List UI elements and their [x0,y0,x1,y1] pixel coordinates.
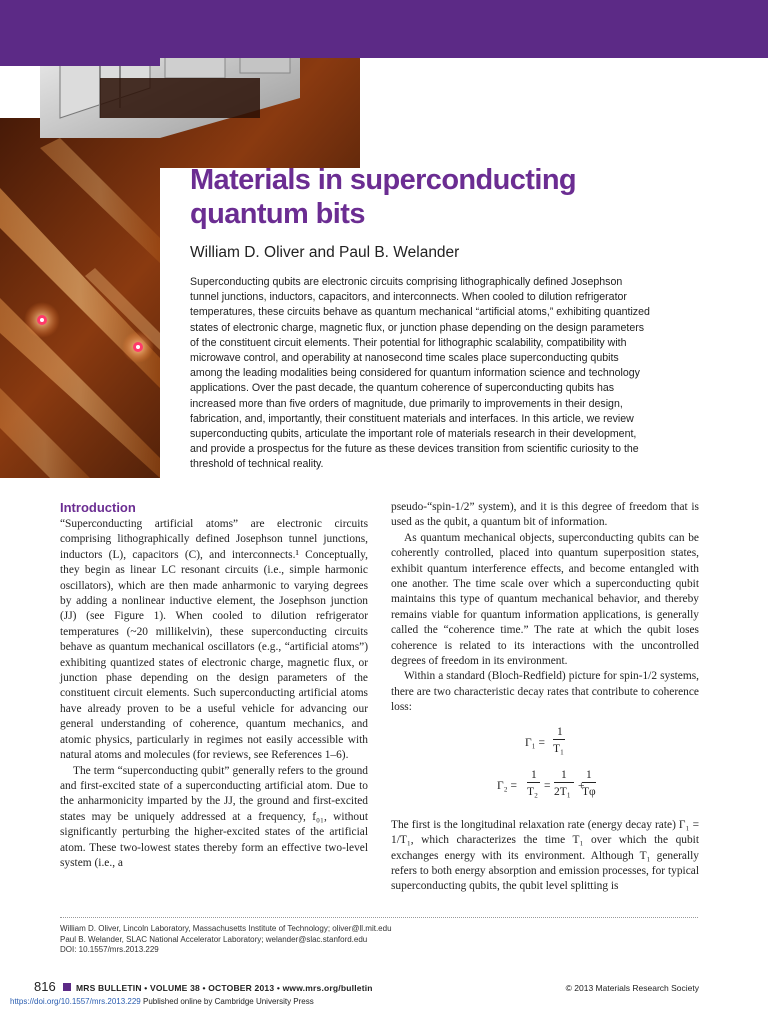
equation-1-numerator: 1 [557,725,563,738]
page-footer [34,979,699,996]
body-paragraph: The first is the longitudinal relaxation rate (energy decay rate) Γ₁ = 1/T₁, which characterizes the time T₁ over which the qubit exchanges energy with its environment. Although T₁ generally refers to both energy absorption and emission processes, for typical superconducting qubits, the qubit level splitting is [391,818,699,893]
equation-2-term-c-numerator: 1 [586,768,592,781]
doi-link[interactable]: https://doi.org/10.1557/mrs.2013.229 [10,997,141,1006]
copyright-notice: © 2013 Materials Research Society [565,983,699,993]
header-color-band [0,0,768,58]
body-paragraph: Within a standard (Bloch-Redfield) picture for spin-1/2 systems, there are two characteristic decay rates that contribute to coherence loss: [391,670,699,714]
equation-1-lhs: Γ₁ = [525,736,546,749]
doi-line [10,997,314,1006]
body-column-left [60,500,368,871]
equation-2-term-b-bar [554,782,574,783]
equation-2-term-a-bar [527,782,540,783]
article-abstract: Superconducting qubits are electronic circuits comprising lithographically defined Josephson tunnel junctions, inductors, capacitors, and interconnects. When cooled to dilution refrigerator temperatures, these circuits behave as quantum mechanical “artificial atoms,” exhibiting quantized states of electronic charge, magnetic flux, or junction phase depending on the design parameters of the constituent circuit elements. Their potential for lithographic scalability, compatibility with microwave control, and operability at nanosecond time scales place superconducting qubits among the leading modalities being considered for quantum information science and technology applications. Over the past decade, the quantum coherence of superconducting qubits has increased more than five orders of magnitude, due primarily to improvements in their design, fabrication, and, importantly, their constituent materials and interfaces. In this article, we review superconducting qubits, articulate the important role of materials research in their development, and provide a prospectus for the future as these devices transition from scientific curiosity to the threshold of technical reality. [190,276,650,471]
equation-2-term-c-bar [582,782,596,783]
body-column-right [391,500,699,895]
footnote-doi: DOI: 10.1557/mrs.2013.229 [60,945,159,954]
equation-2-term-b-numerator: 1 [561,768,567,781]
section-heading-introduction: Introduction [60,500,136,515]
decay-rate-equations [391,720,699,812]
footnote-divider [60,917,698,918]
equation-2-plus: + [578,779,585,792]
equation-1-fraction-bar [553,739,565,740]
article-title: Materials in superconducting quantum bits [190,164,577,230]
footer-square-icon [63,983,71,991]
published-online-note: Published online by Cambridge University Press [143,997,314,1006]
page-number: 816 [34,979,56,994]
author-footnotes [60,924,620,956]
equation-2-term-c-denominator: Tφ [582,785,596,798]
equation-1-denominator: T₁ [553,742,565,755]
equation-2-term-a-denominator: T₂ [527,785,539,798]
equation-2-equals: = [544,779,551,792]
footnote-author-1: William D. Oliver, Lincoln Laboratory, Massachusetts Institute of Technology; oliver@ll.mit.edu [60,924,392,933]
body-paragraph: “Superconducting artificial atoms” are electronic circuits comprising lithographically defined Josephson tunnel junctions, inductors (L), capacitors (C), and interconnects.¹ Conceptually, they begin as linear LC resonant circuits (i.e., simple harmonic oscillators), which are then made anharmonic to varying degrees by adding a nonlinear inductive element, the Josephson junction (JJ) (see Figure 1). When cooled to dilution refrigerator temperatures (~20 millikelvin), these superconducting circuits behave as quantum mechanical oscillators (e.g., “artificial atoms”) exhibiting quantized states of electronic charge, magnetic flux, or junction phase depending on the design parameters of the constituent circuit elements. Such superconducting artificial atoms have already proven to be a useful vehicle for advancing our general understanding of coherence, quantum mechanics, and atomic physics, particularly in regimes not easily accessible with natural atoms and molecules (for reviews, see References 1–6). [60,518,368,762]
footnote-author-2: Paul B. Welander, SLAC National Accelerator Laboratory; welander@slac.stanford.edu [60,934,368,944]
article-authors: William D. Oliver and Paul B. Welander [190,244,460,261]
journal-info: MRS BULLETIN • VOLUME 38 • OCTOBER 2013 • www.mrs.org/bulletin [76,983,373,993]
equation-2-term-b-denominator: 2T₁ [554,785,571,798]
body-paragraph: The term “superconducting qubit” generally refers to the ground and first-excited state of a superconducting artificial atom. Due to the anharmonicity imparted by the JJ, the ground and first-excited states may be uniquely addressed at a frequency, f₀₁, without significantly perturbing the higher-excited states of the artificial atom. These two-lowest states thereby form an effective two-level system (i.e., a [60,764,368,869]
equation-2-lhs: Γ₂ = [497,779,518,792]
equation-2-term-a-numerator: 1 [531,768,537,781]
body-paragraph: As quantum mechanical objects, superconducting qubits can be coherently controlled, placed into quantum superposition states, exhibit quantum interference effects, and become entangled with one another. The time scale over which a superconducting qubit maintains this type of quantum mechanical behavior, and thereby remains viable for quantum information applications, is generally called the “coherence time.” The rate at which the qubit loses coherence is related to its interactions with the uncontrolled degrees of freedom in its environment. [391,531,699,668]
body-paragraph: pseudo-“spin-1/2” system), and it is this degree of freedom that is used as the qubit, a quantum bit of information. [391,501,699,529]
